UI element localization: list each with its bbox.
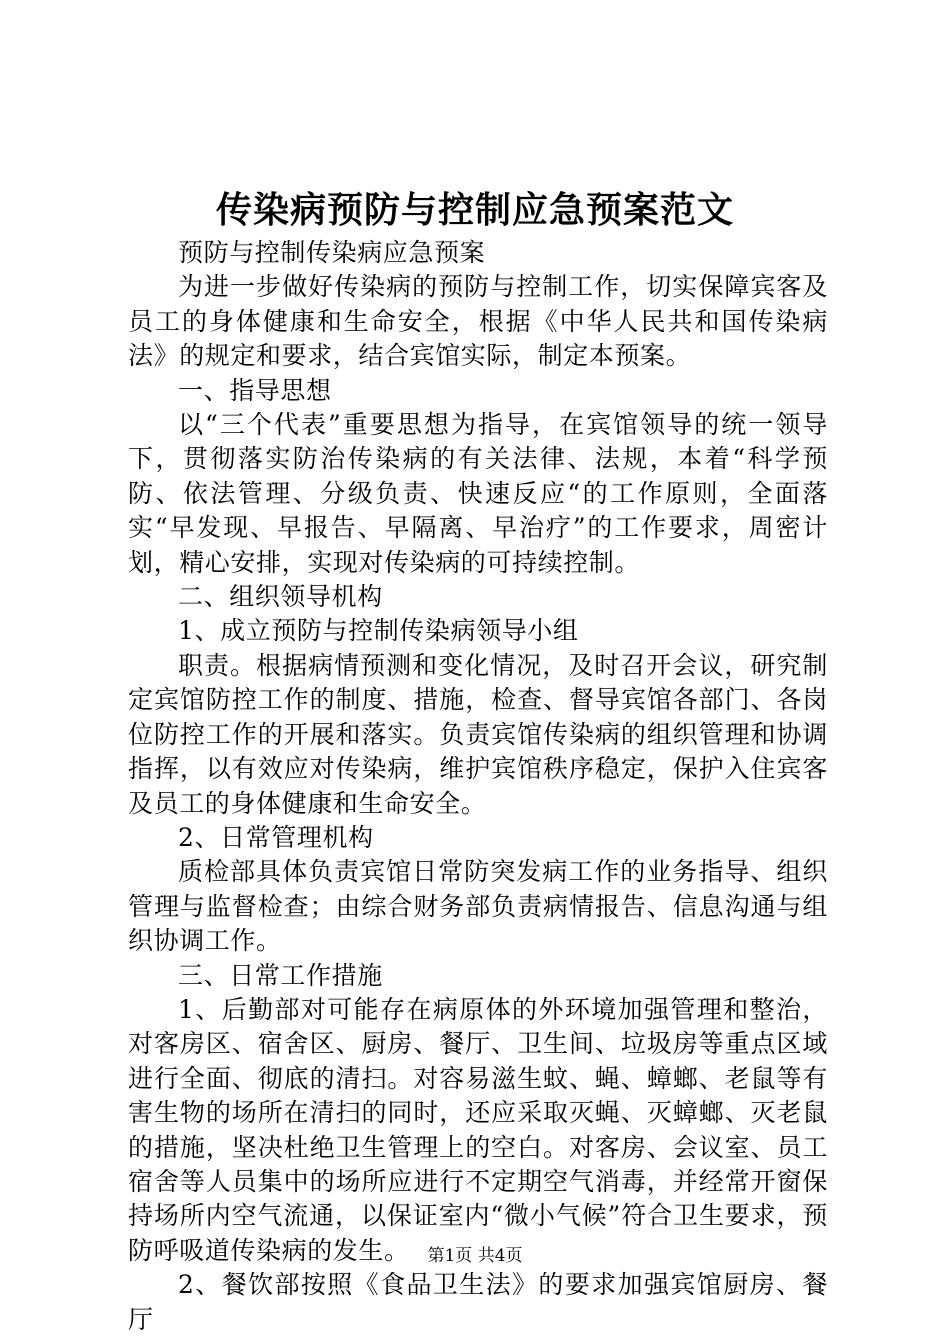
paragraph-intro: 为进一步做好传染病的预防与控制工作，切实保障宾客及员工的身体健康和生命安全，根据《中华人民共和国传染病法》的规定和要求，结合宾馆实际，制定本预案。 xyxy=(128,272,828,371)
paragraph-catering-measures: 2、餐饮部按照《食品卫生法》的要求加强宾馆厨房、餐厅 xyxy=(128,1270,828,1334)
subheading-leading-group: 1、成立预防与控制传染病领导小组 xyxy=(178,616,579,646)
paragraph-guiding-thought: 以“三个代表”重要思想为指导，在宾馆领导的统一领导下，贯彻落实防治传染病的有关法律、法规，本着“科学预防、依法管理、分级负责、快速反应“的工作原则，全面落实“早发现、早报告、早隔离、早治疗”的工作要求，周密计划，精心安排，实现对传染病的可持续控制。 xyxy=(128,410,828,577)
paragraph-daily-management: 质检部具体负责宾馆日常防突发病工作的业务指导、组织管理与监督检查；由综合财务部负责病情报告、信息沟通与组织协调工作。 xyxy=(128,857,828,956)
section-heading-daily-measures: 三、日常工作措施 xyxy=(178,960,383,990)
paragraph-subtitle: 预防与控制传染病应急预案 xyxy=(178,238,486,267)
paragraph-logistics-measures: 1、后勤部对可能存在病原体的外环境加强管理和整治，对客房区、宿舍区、厨房、餐厅、卫生间、垃圾房等重点区域进行全面、彻底的清扫。对容易滋生蚊、蝇、蟑螂、老鼠等有害生物的场所在清扫的同时，还应采取灭蝇、灭蟑螂、灭老鼠的措施，坚决杜绝卫生管理上的空白。对客房、会议室、员工宿舍等人员集中的场所应进行不定期空气消毒，并经常开窗保持场所内空气流通，以保证室内“微小气候”符合卫生要求，预防呼吸道传染病的发生。 xyxy=(128,994,828,1265)
paragraph-responsibilities: 职责。根据病情预测和变化情况，及时召开会议，研究制定宾馆防控工作的制度、措施，检查、督导宾馆各部门、各岗位防控工作的开展和落实。负责宾馆传染病的组织管理和协调指挥，以有效应对传染病，维护宾馆秩序稳定，保护入住宾客及员工的身体健康和生命安全。 xyxy=(128,650,828,818)
document-title: 传染病预防与控制应急预案范文 xyxy=(215,189,734,231)
document-body xyxy=(128,236,828,1337)
page-number-footer: 第1页 共4页 xyxy=(427,1246,523,1266)
section-heading-organization: 二、组织领导机构 xyxy=(178,582,383,612)
section-heading-guiding-thought: 一、指导思想 xyxy=(178,375,332,405)
subheading-daily-management: 2、日常管理机构 xyxy=(178,822,374,852)
